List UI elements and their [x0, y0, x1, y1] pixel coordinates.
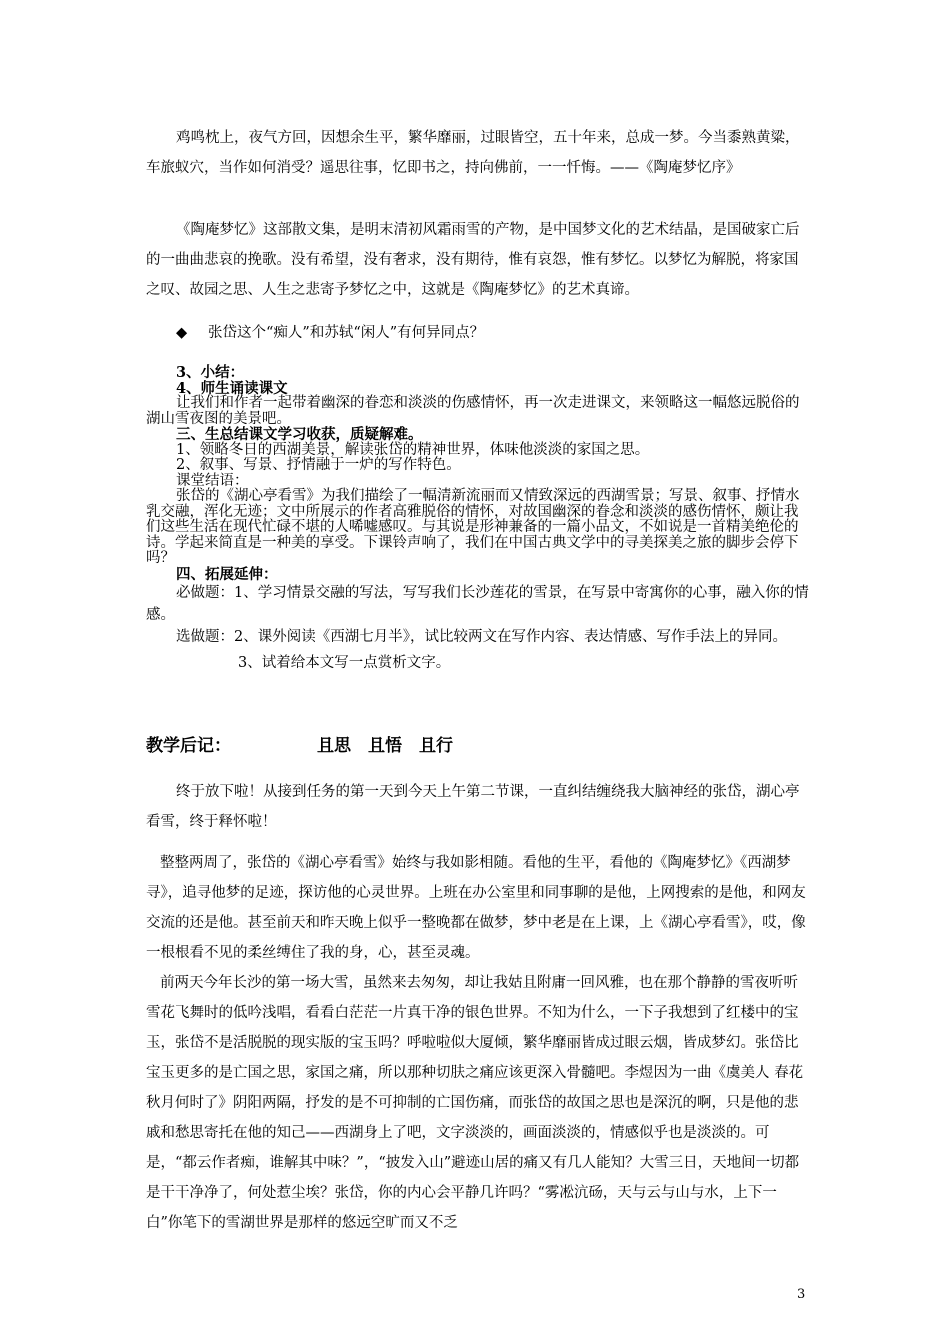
- gain-item-2: 2、叙事、写景、抒情融于一炉的写作特色。: [176, 457, 461, 473]
- reflection-paragraph-1: 终于放下啦！从接到任务的第一天到今天上午第二节课，一直纠结缠绕我大脑神经的张岱，湖心亭看雪，终于释怀啦！: [146, 784, 800, 830]
- reflection-heading: 教学后记：: [146, 736, 231, 756]
- intro-paragraph: 《陶庵梦忆》这部散文集，是明末清初风霜雨雪的产物，是中国梦文化的艺术结晶，是国破家亡后的一曲曲悲哀的挽歌。没有希望，没有奢求，没有期待，惟有哀怨，惟有梦忆。以梦忆为解脱，将家国之叹、故园之思、人生之悲寄予梦忆之中，这就是《陶庵梦忆》的艺术真谛。: [146, 222, 800, 298]
- lesson-steps: [146, 365, 810, 674]
- preface-quote: 鸡鸣枕上，夜气方回，因想余生平，繁华靡丽，过眼皆空，五十年来，总成一梦。今当黍熟黄粱，车旅蚁穴，当作如何消受？遥思往事，忆即书之，持向佛前，一一忏悔。——《陶庵梦忆序》: [146, 130, 800, 176]
- reflection-motto: 且思 且悟 且行: [317, 736, 453, 756]
- conclusion-text: 张岱的《湖心亭看雪》为我们描绘了一幅清新流丽而又情致深远的西湖雪景；写景、叙事、抒情水乳交融，浑化无迹；文中所展示的作者高雅脱俗的情怀，对故国幽深的眷念和淡淡的感伤情怀，颇让我们这些生活在现代忙碌不堪的人唏嘘感叹。与其说是形神兼备的一篇小品文，不如说是一首精美绝伦的诗。学起来简直是一种美的享受。下课铃声响了，我们在中国古典文学中的寻美探美之旅的脚步会停下吗？: [146, 488, 800, 566]
- page-number: 3: [797, 1287, 806, 1302]
- homework-required: 必做题：1、学习情景交融的写法，写写我们长沙莲花的雪景，在写景中寄寓你的心事，融入你的情感。: [146, 585, 809, 623]
- reflection-paragraph-3: 前两天今年长沙的第一场大雪，虽然来去匆匆，却让我姑且附庸一回风雅，也在那个静静的雪夜听听雪花飞舞时的低吟浅唱，看看白茫茫一片真干净的银色世界。不知为什么，一下子我想到了红楼中的宝玉，张岱不是活脱脱的现实版的宝玉吗？呼啦啦似大厦倾，繁华靡丽皆成过眼云烟，皆成梦幻。张岱比宝玉更多的是亡国之思，家国之痛，所以那种切肤之痛应该更深入骨髓吧。李煜因为一曲《虞美人 春花秋月何时了》阴阳两隔，抒发的是不可抑制的亡国伤痛，而张岱的故国之思也是深沉的啊，只是他的悲戚和愁思寄托在他的知己——西湖身上了吧，文字淡淡的，画面淡淡的，情感似乎也是淡淡的。可是，“都云作者痴，谁解其中味？”，“披发入山”避迹山居的痛又有几人能知？大雪三日，天地间一切都是干干净净了，何处惹尘埃？张岱，你的内心会平静几许吗？“雾凇沆砀，天与云与山与水，上下一白”你笔下的雪湖世界是那样的悠远空旷而又不乏: [146, 975, 804, 1231]
- reading-heading: 4、师生诵读课文: [176, 379, 288, 397]
- part4-heading: 四、拓展延伸：: [176, 565, 278, 583]
- homework-optional-3: 3、试着给本文写一点赏析文字。: [238, 655, 451, 671]
- diamond-bullet-icon: ◆: [176, 325, 188, 341]
- discussion-question: [176, 318, 484, 348]
- reading-text: 让我们和作者一起带着幽深的眷恋和淡淡的伤感情怀，再一次走进课文，来领略这一幅悠远脱俗的湖山雪夜图的美景吧。: [146, 395, 800, 427]
- question-text: 张岱这个“痴人”和苏轼“闲人”有何异同点？: [208, 325, 485, 341]
- homework-optional: 选做题：2、课外阅读《西湖七月半》，试比较两文在写作内容、表达情感、写作手法上的异同。: [176, 629, 787, 645]
- conclusion-label: 课堂结语：: [176, 472, 249, 489]
- reflection-paragraph-2: 整整两周了，张岱的《湖心亭看雪》始终与我如影相随。看他的生平，看他的《陶庵梦忆》《西湖梦寻》，追寻他梦的足迹，探访他的心灵世界。上班在办公室里和同事聊的是他，上网搜索的是他，和网友交流的还是他。甚至前天和昨天晚上似乎一整晚都在做梦，梦中老是在上课，上《湖心亭看雪》，哎，像一根根看不见的柔丝缚住了我的身，心，甚至灵魂。: [146, 855, 806, 961]
- reflection-heading-row: [146, 731, 453, 761]
- summary-heading: 3、小结：: [176, 364, 245, 381]
- gain-item-1: 1、领略冬日的西湖美景，解读张岱的精神世界，体味他淡淡的家国之思。: [176, 441, 650, 458]
- part3-heading: 三、生总结课文学习收获，质疑解难。: [176, 426, 423, 443]
